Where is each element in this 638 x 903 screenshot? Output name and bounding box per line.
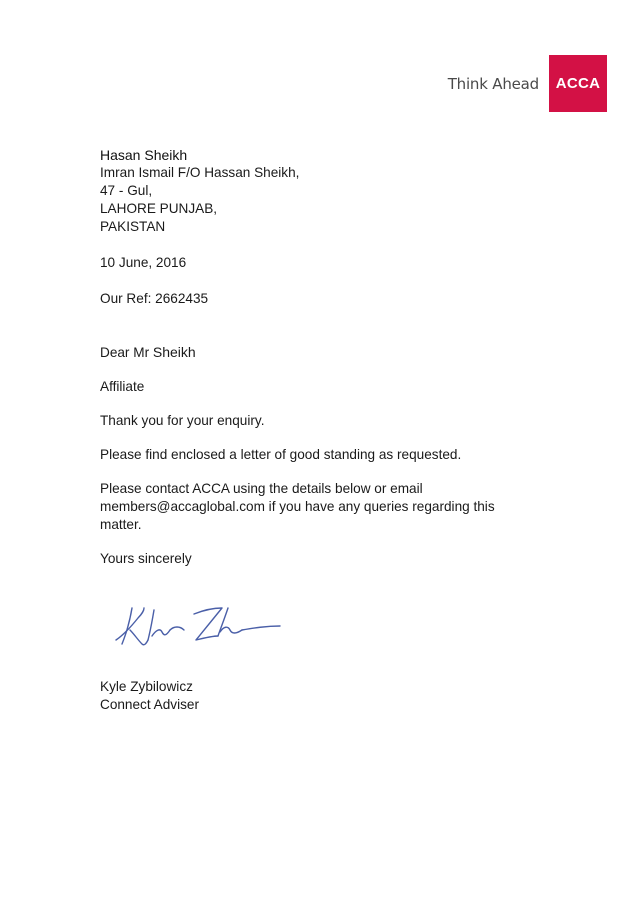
contact-line: Please contact ACCA using the details below or email — [100, 481, 423, 496]
signatory-title: Connect Adviser — [100, 697, 199, 712]
closing-phrase: Yours sincerely — [100, 551, 192, 566]
reference-number: Our Ref: 2662435 — [100, 291, 209, 306]
salutation-prefix: Dear Mr — [100, 345, 153, 360]
address-line: LAHORE PUNJAB, — [100, 201, 218, 216]
signatory-block — [100, 678, 199, 714]
membership-status: Affiliate — [100, 379, 145, 394]
paragraph-contact — [100, 480, 550, 534]
address-line: PAKISTAN — [100, 219, 166, 234]
letter-body — [100, 146, 550, 568]
contact-line: members@accaglobal.com if you have any queries regarding this — [100, 499, 495, 514]
paragraph-enquiry: Thank you for your enquiry. — [100, 413, 265, 428]
handwritten-signature-icon — [108, 596, 288, 656]
logo-tagline: Think Ahead — [447, 74, 539, 93]
paragraph-enclosure: Please find enclosed a letter of good standing as requested. — [100, 447, 462, 462]
address-line: Imran Ismail F/O Hassan Sheikh, — [100, 165, 300, 180]
salutation — [100, 343, 550, 362]
salutation-surname: Sheikh — [152, 344, 196, 360]
contact-line: matter. — [100, 517, 142, 532]
recipient-address — [100, 146, 550, 236]
recipient-name: Hasan Sheikh — [100, 147, 188, 163]
acca-logo — [448, 55, 607, 112]
acca-brand-box — [549, 55, 607, 112]
acca-brand-text: ACCA — [555, 75, 601, 92]
address-line: 47 - Gul, — [100, 183, 153, 198]
signatory-name: Kyle Zybilowicz — [100, 679, 193, 694]
letter-date: 10 June, 2016 — [100, 255, 187, 270]
